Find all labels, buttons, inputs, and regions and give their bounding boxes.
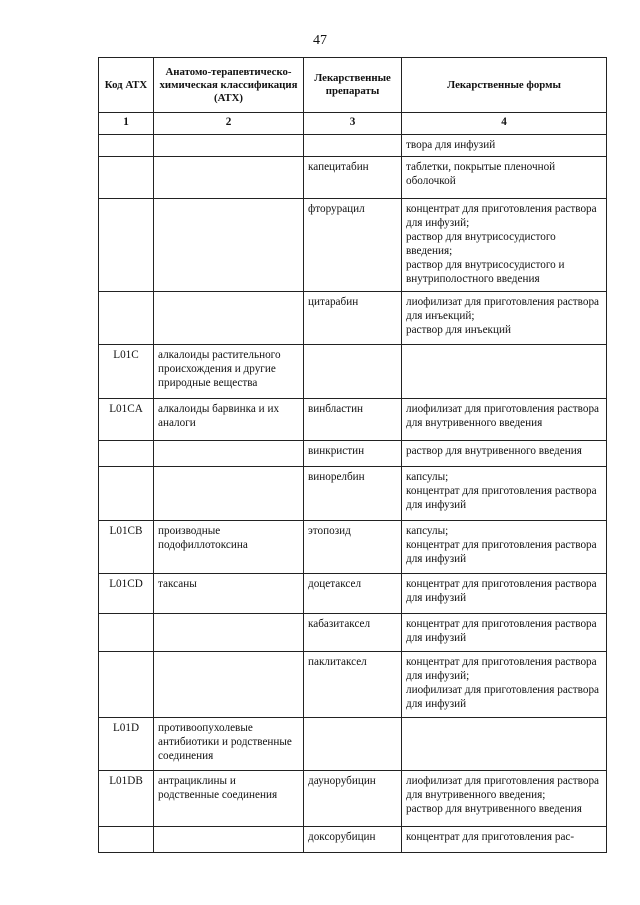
form-cell: концентрат для приготовления рас- xyxy=(402,827,607,853)
form-cell: таблетки, покрытые пленочной оболочкой xyxy=(402,157,607,199)
table-row xyxy=(99,827,607,853)
atx-code-cell xyxy=(99,652,154,718)
column-number: 4 xyxy=(402,113,607,135)
classification-cell xyxy=(154,652,304,718)
classification-cell xyxy=(154,467,304,521)
form-cell: твора для инфузий xyxy=(402,135,607,157)
drug-cell: цитарабин xyxy=(304,292,402,345)
drug-cell: кабазитаксел xyxy=(304,614,402,652)
atx-code-cell: L01D xyxy=(99,718,154,771)
form-cell xyxy=(402,718,607,771)
drug-cell: фторурацил xyxy=(304,199,402,292)
atx-code-cell xyxy=(99,199,154,292)
table-row xyxy=(99,345,607,399)
classification-cell xyxy=(154,135,304,157)
drug-cell xyxy=(304,135,402,157)
drug-cell: доксорубицин xyxy=(304,827,402,853)
atx-code-cell xyxy=(99,467,154,521)
table-row xyxy=(99,135,607,157)
table-body xyxy=(99,135,607,853)
column-number: 2 xyxy=(154,113,304,135)
classification-cell xyxy=(154,157,304,199)
classification-cell xyxy=(154,614,304,652)
column-number: 1 xyxy=(99,113,154,135)
drug-cell: этопозид xyxy=(304,521,402,574)
form-cell: раствор для внутривенного введения xyxy=(402,441,607,467)
table-row xyxy=(99,521,607,574)
drug-cell: винорелбин xyxy=(304,467,402,521)
drug-cell xyxy=(304,345,402,399)
atx-code-cell xyxy=(99,292,154,345)
form-cell: лиофилизат для приготовления раствора для внутривенного введения; раствор для внутривенного введения xyxy=(402,771,607,827)
table-row xyxy=(99,467,607,521)
classification-cell xyxy=(154,827,304,853)
table-row xyxy=(99,199,607,292)
classification-cell xyxy=(154,199,304,292)
atx-code-cell xyxy=(99,614,154,652)
table-row xyxy=(99,574,607,614)
table-row xyxy=(99,399,607,441)
table-row xyxy=(99,292,607,345)
table-header xyxy=(99,58,607,135)
atx-code-cell xyxy=(99,135,154,157)
classification-cell xyxy=(154,292,304,345)
atx-code-cell xyxy=(99,441,154,467)
drug-cell: паклитаксел xyxy=(304,652,402,718)
atx-code-cell: L01C xyxy=(99,345,154,399)
classification-cell: производные подофиллотоксина xyxy=(154,521,304,574)
table-row xyxy=(99,441,607,467)
atx-code-cell: L01CB xyxy=(99,521,154,574)
table-row xyxy=(99,771,607,827)
classification-cell: таксаны xyxy=(154,574,304,614)
classification-cell: противоопухолевые антибиотики и родственные соединения xyxy=(154,718,304,771)
drug-cell: винкристин xyxy=(304,441,402,467)
form-cell: концентрат для приготовления раствора для инфузий; лиофилизат для приготовления раствора для инфузий xyxy=(402,652,607,718)
drug-cell: винбластин xyxy=(304,399,402,441)
drug-cell: капецитабин xyxy=(304,157,402,199)
form-cell: капсулы; концентрат для приготовления раствора для инфузий xyxy=(402,467,607,521)
header-classification: Анатомо-терапевтическо-химическая классификация (АТХ) xyxy=(154,58,304,113)
form-cell: концентрат для приготовления раствора для инфузий xyxy=(402,574,607,614)
header-drugs: Лекарственные препараты xyxy=(304,58,402,113)
form-cell: лиофилизат для приготовления раствора для инъекций; раствор для инъекций xyxy=(402,292,607,345)
classification-cell: алкалоиды барвинка и их аналоги xyxy=(154,399,304,441)
drug-cell: доцетаксел xyxy=(304,574,402,614)
atx-code-cell xyxy=(99,827,154,853)
form-cell xyxy=(402,345,607,399)
header-code: Код АТХ xyxy=(99,58,154,113)
classification-cell: антрациклины и родственные соединения xyxy=(154,771,304,827)
atx-code-cell: L01DB xyxy=(99,771,154,827)
table-row xyxy=(99,652,607,718)
form-cell: концентрат для приготовления раствора для инфузий; раствор для внутрисосудистого введения; раствор для внутрисосудистого и внутриполостного введения xyxy=(402,199,607,292)
atx-table xyxy=(98,57,607,853)
classification-cell xyxy=(154,441,304,467)
atx-code-cell: L01CA xyxy=(99,399,154,441)
form-cell: концентрат для приготовления раствора для инфузий xyxy=(402,614,607,652)
table-row xyxy=(99,157,607,199)
drug-cell: даунорубицин xyxy=(304,771,402,827)
page-number: 47 xyxy=(313,33,327,48)
atx-code-cell xyxy=(99,157,154,199)
atx-code-cell: L01CD xyxy=(99,574,154,614)
header-forms: Лекарственные формы xyxy=(402,58,607,113)
table-row xyxy=(99,614,607,652)
form-cell: капсулы; концентрат для приготовления раствора для инфузий xyxy=(402,521,607,574)
form-cell: лиофилизат для приготовления раствора для внутривенного введения xyxy=(402,399,607,441)
table-row xyxy=(99,718,607,771)
drug-cell xyxy=(304,718,402,771)
classification-cell: алкалоиды растительного происхождения и другие природные вещества xyxy=(154,345,304,399)
column-number: 3 xyxy=(304,113,402,135)
column-number-row xyxy=(99,113,607,135)
